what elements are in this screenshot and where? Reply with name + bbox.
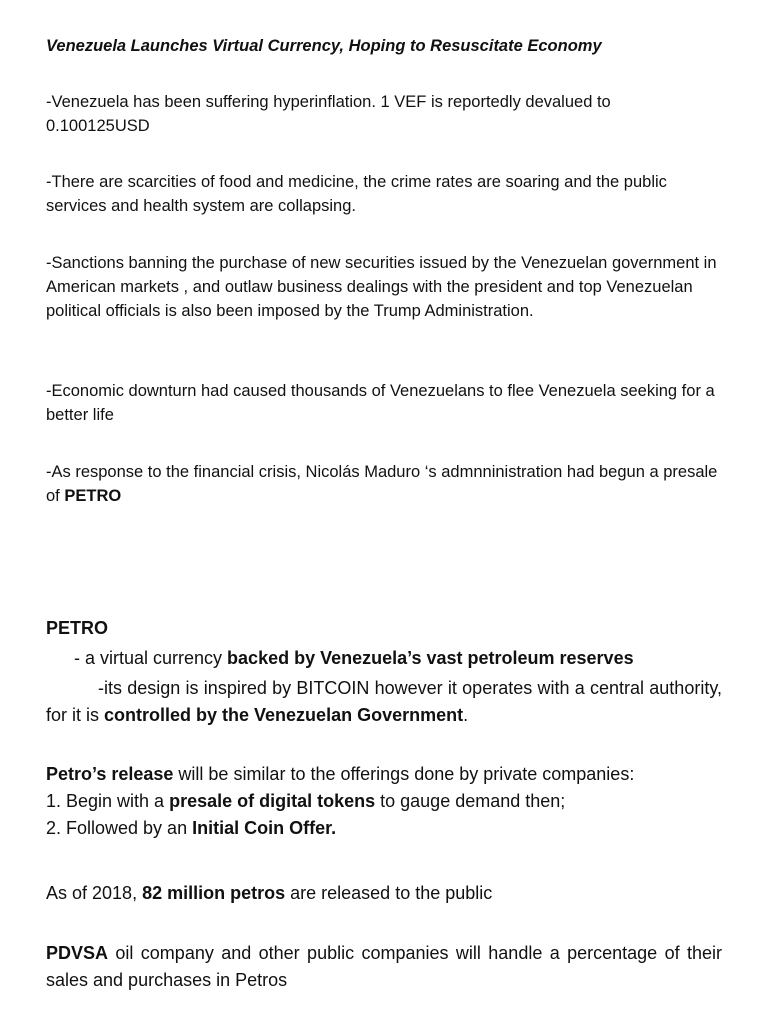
- release-paragraph: [46, 761, 722, 842]
- release-lead-text: will be similar to the offerings done by private companies:: [173, 764, 635, 784]
- paragraph-presale-bold: PETRO: [64, 487, 122, 505]
- petro-heading-text: PETRO: [46, 618, 109, 638]
- petro-line-backed-wrap: [46, 645, 634, 672]
- supply-text: As of 2018,: [46, 883, 143, 903]
- petro-line-backed-text: - a virtual currency: [74, 648, 228, 668]
- release-step1-bold: presale of digital tokens: [169, 791, 376, 811]
- paragraph-hyperinflation: [46, 90, 726, 138]
- paragraph-presale-text: -As response to the financial crisis, Nicolás Maduro ‘s admnninistration had begun a presale of: [46, 463, 718, 505]
- document-title: Venezuela Launches Virtual Currency, Hoping to Resuscitate Economy: [46, 37, 602, 55]
- supply-paragraph: [46, 880, 722, 907]
- paragraph-presale: [46, 460, 726, 508]
- release-step2-bold: Initial Coin Offer.: [192, 818, 337, 838]
- pdvsa-text: oil company and other public companies will handle a percentage of their sales and purchases in Petros: [46, 943, 722, 990]
- release-step1-end: to gauge demand then;: [375, 791, 566, 811]
- paragraph-hyperinflation-line2: 0.100125USD: [46, 117, 150, 135]
- petro-heading: [46, 615, 722, 642]
- paragraph-economic-downturn: -Economic downturn had caused thousands of Venezuelans to flee Venezuela seeking for a better life: [46, 382, 715, 424]
- petro-line-design: [46, 675, 722, 729]
- petro-line-design-bold: controlled by the Venezuelan Government: [104, 705, 464, 725]
- paragraph-scarcities: -There are scarcities of food and medicine, the crime rates are soaring and the public services and health system are collapsing.: [46, 173, 667, 215]
- release-lead-bold: Petro’s release: [46, 764, 174, 784]
- release-step1-text: 1. Begin with a: [46, 791, 170, 811]
- petro-line-design-text: -its design is inspired by BITCOIN however it operates with a central authority, for it is: [46, 678, 722, 725]
- petro-line-backed-bold: backed by Venezuela’s vast petroleum reserves: [227, 648, 634, 668]
- supply-bold: 82 million petros: [142, 883, 286, 903]
- pdvsa-paragraph: [46, 940, 722, 994]
- supply-end: are released to the public: [285, 883, 493, 903]
- release-step2-text: 2. Followed by an: [46, 818, 193, 838]
- pdvsa-bold: PDVSA: [46, 943, 109, 963]
- petro-line-backed: [46, 645, 722, 672]
- paragraph-sanctions: -Sanctions banning the purchase of new securities issued by the Venezuelan government in American markets , and outlaw business dealings with the president and top Venezuelan political officials is also been imposed by the Trump Administration.: [46, 254, 717, 320]
- petro-line-design-end: .: [463, 705, 469, 725]
- paragraph-hyperinflation-line1: -Venezuela has been suffering hyperinflation. 1 VEF is reportedly devalued to: [46, 93, 611, 111]
